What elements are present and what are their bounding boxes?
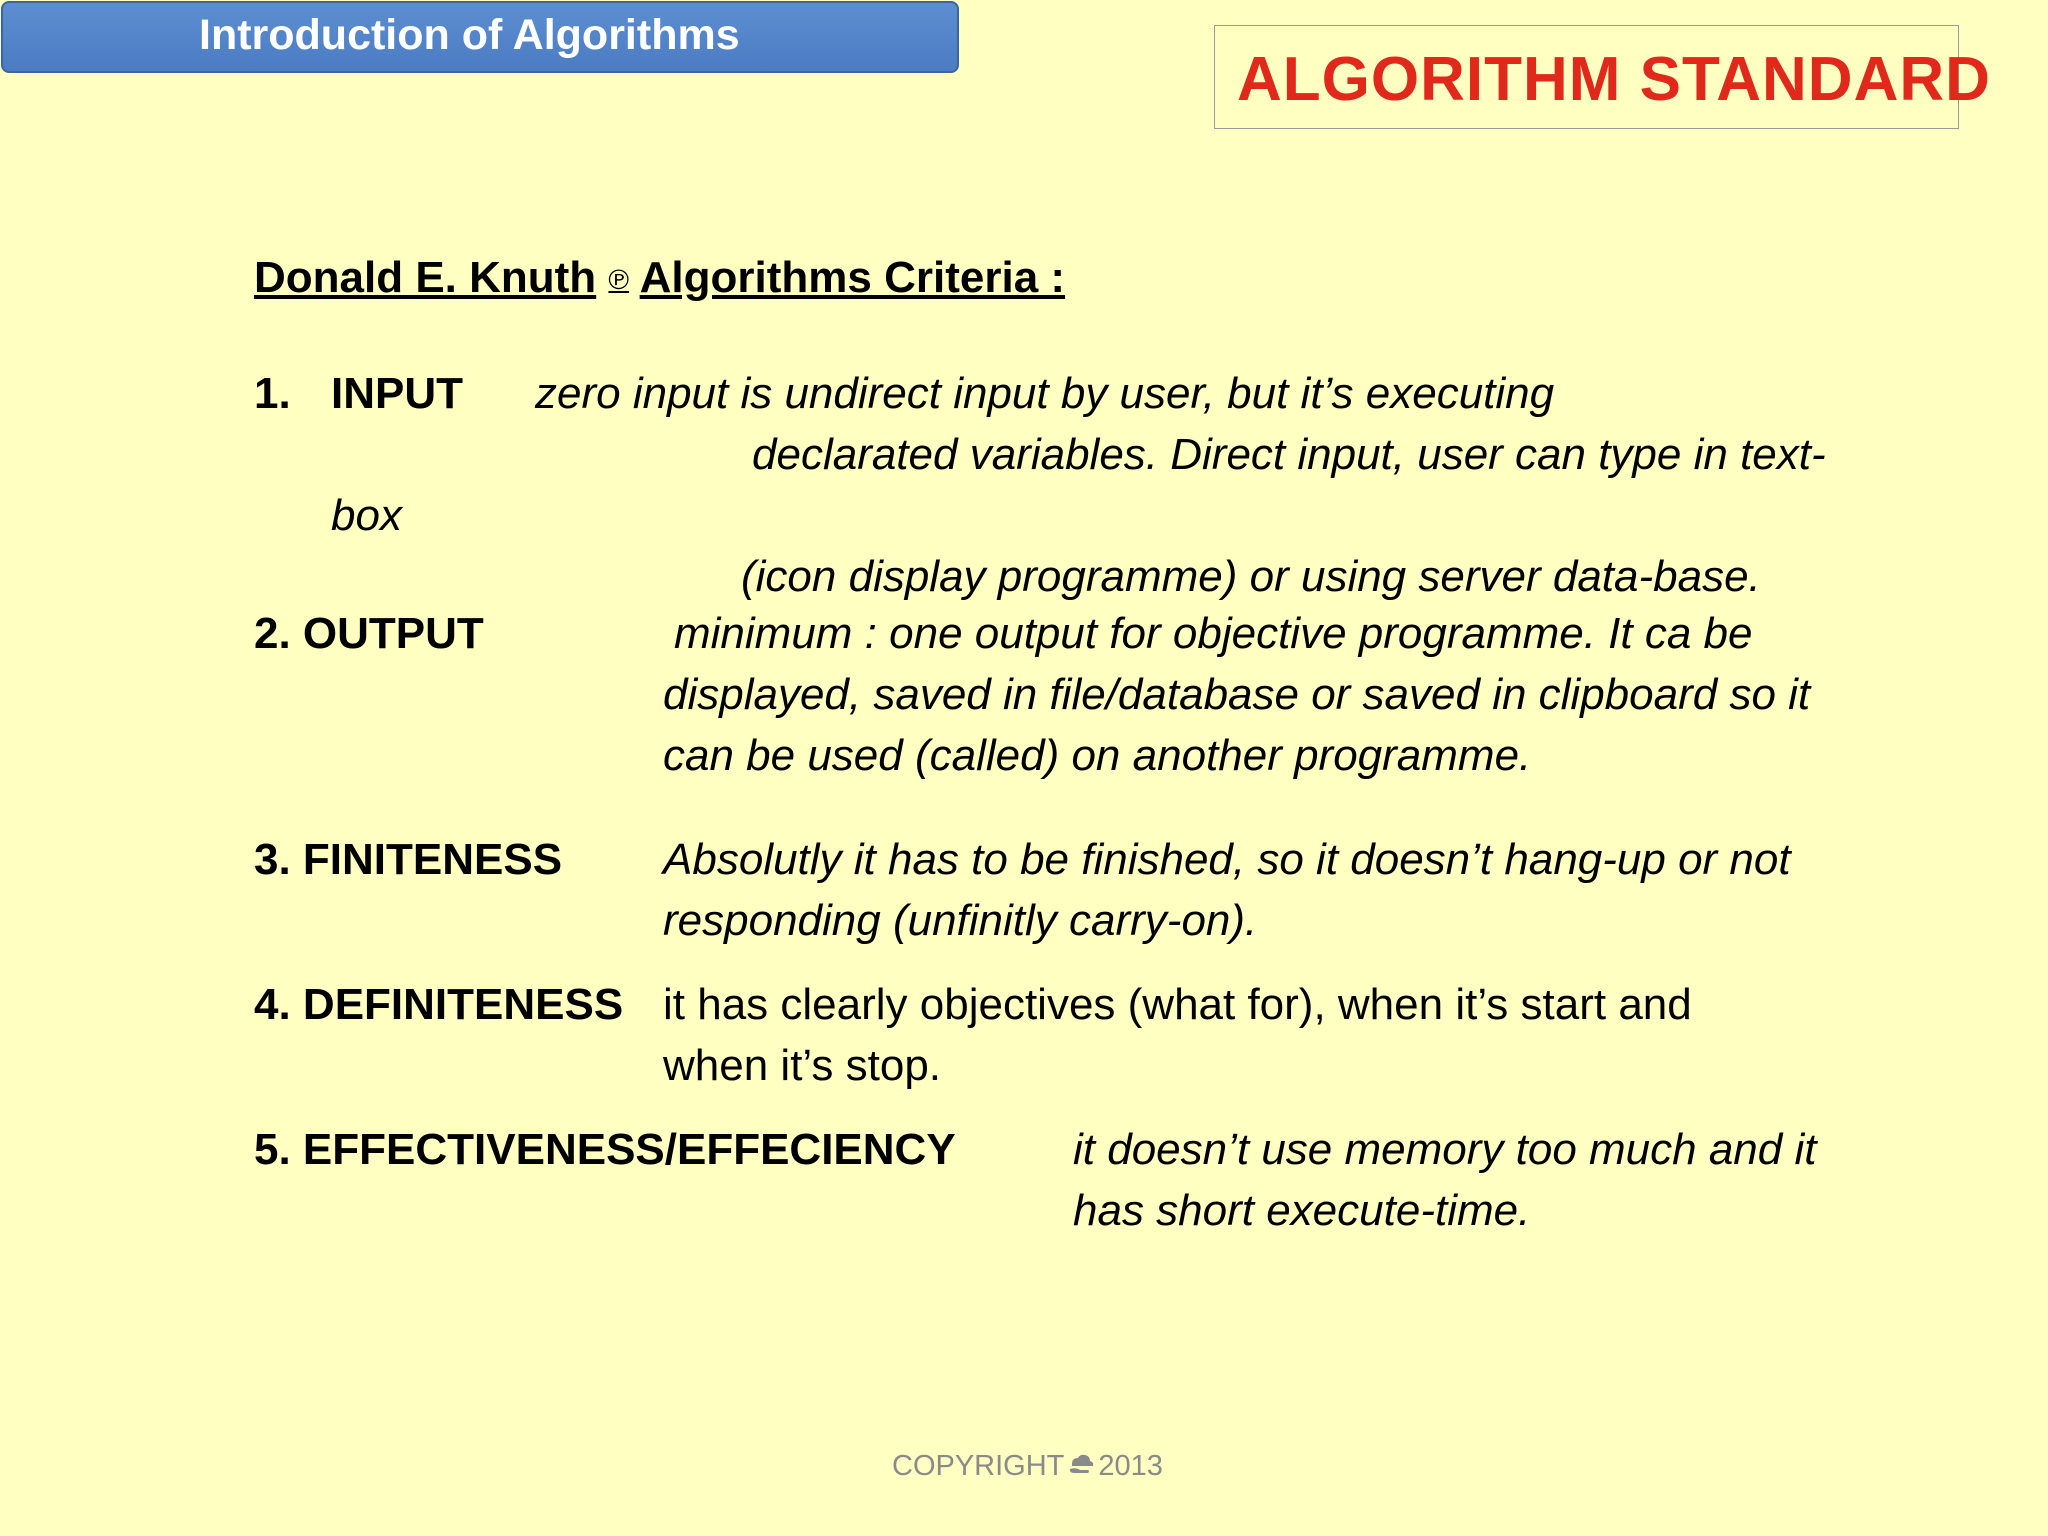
heading-text: Algorithms Criteria : bbox=[639, 253, 1066, 302]
section-tab-label: Introduction of Algorithms bbox=[199, 11, 740, 59]
item-5-line-2: has short execute-time. bbox=[1073, 1186, 1531, 1235]
heading-mark: ℗ bbox=[608, 264, 630, 296]
item-1-label: INPUT bbox=[331, 369, 463, 418]
item-2-label: 2. OUTPUT bbox=[254, 609, 484, 658]
item-1-number: 1. bbox=[254, 369, 291, 418]
item-1-line-4: (icon display programme) or using server data-base. bbox=[741, 552, 1761, 601]
item-1-line-3: box bbox=[331, 491, 402, 540]
copyright-footer bbox=[892, 1450, 1163, 1484]
item-4-label: 4. DEFINITENESS bbox=[254, 980, 624, 1029]
copyright-text: COPYRIGHT bbox=[892, 1450, 1065, 1482]
item-3-label: 3. FINITENESS bbox=[254, 835, 563, 884]
item-4-line-2: when it’s stop. bbox=[663, 1041, 942, 1090]
item-1-line-2: declarated variables. Direct input, user can type in text- bbox=[752, 430, 1826, 479]
item-2-line-3: can be used (called) on another programme. bbox=[663, 731, 1532, 780]
item-4-line-1: it has clearly objectives (what for), when it’s start and bbox=[663, 980, 1692, 1029]
item-5-label: 5. EFFECTIVENESS/EFFECIENCY bbox=[254, 1125, 956, 1174]
item-3-line-1: Absolutly it has to be finished, so it doesn’t hang-up or not bbox=[663, 835, 1791, 884]
page-title: ALGORITHM STANDARD bbox=[1237, 45, 1991, 114]
title-box bbox=[1214, 25, 1991, 129]
item-1-line-1: zero input is undirect input by user, but it’s executing bbox=[535, 369, 1555, 418]
item-3-line-2: responding (unfinitly carry-on). bbox=[663, 896, 1258, 945]
item-5-line-1: it doesn’t use memory too much and it bbox=[1073, 1125, 1817, 1174]
item-2-line-1: minimum : one output for objective programme. It ca be bbox=[674, 609, 1753, 658]
copyright-year: 2013 bbox=[1098, 1450, 1163, 1482]
cloud-hand-icon bbox=[1066, 1451, 1096, 1484]
criteria-heading bbox=[254, 253, 1066, 302]
section-tab bbox=[1, 1, 959, 73]
heading-author: Donald E. Knuth bbox=[254, 253, 597, 302]
item-2-line-2: displayed, saved in file/database or saved in clipboard so it bbox=[663, 670, 1811, 719]
